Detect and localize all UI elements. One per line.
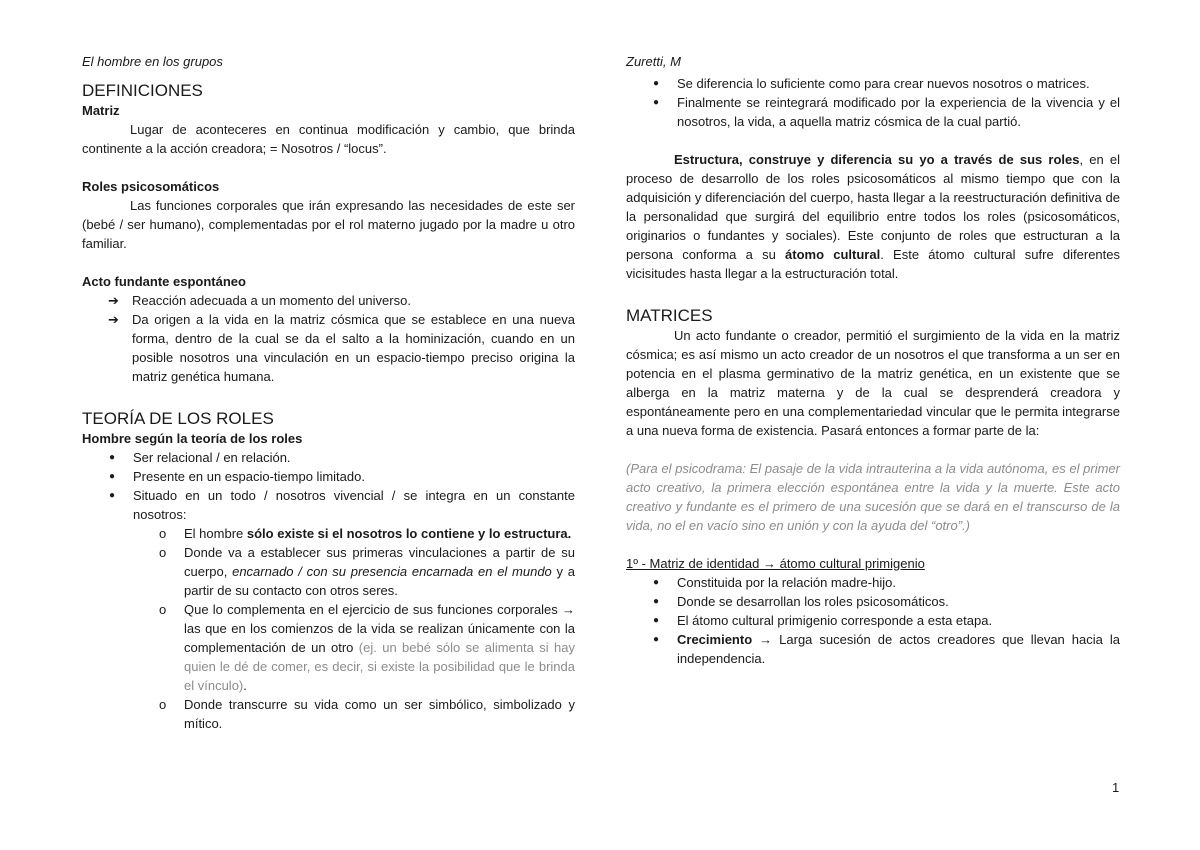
filled-bullet-icon: ●: [653, 615, 660, 626]
list-item: ● Se diferencia lo suficiente como para crear nuevos nosotros o matrices.: [653, 76, 1090, 91]
right-column: [626, 52, 1120, 668]
filled-bullet-icon: ●: [653, 78, 660, 89]
estructura-paragraph: Estructura, construye y diferencia su yo a través de sus roles, en el proceso de desarrollo de los roles psicosomáticos al mismo tiempo que con la adquisición y diferenciación del cuerpo, hasta llegar a la reestructuración definitiva de la personalidad que surgirá del equilibrio entre todos los roles (psicosomáticos, originarios o fundantes y sociales). Este conjunto de roles que estructuran a la persona conforma a su átomo cultural. Este átomo cultural sufre diferentes vicisitudes hasta llegar a la estructuración total.: [626, 152, 1121, 281]
hombre-title: Hombre según la teoría de los roles: [82, 431, 303, 446]
list-item: ● Finalmente se reintegrará modificado por la experiencia de la vivencia y el nosotros, la vida, a aquella matriz cósmica de la cual partió.: [653, 95, 1120, 129]
filled-bullet-icon: ●: [109, 471, 116, 482]
page-number: 1: [1112, 780, 1120, 795]
filled-bullet-icon: ●: [653, 634, 660, 645]
nosotros-sublist: [82, 524, 575, 733]
acto-fundante-list: [82, 291, 575, 386]
hollow-circle-icon: o: [159, 602, 167, 617]
identidad-list: [626, 573, 1120, 668]
arrow-right-icon: ➔: [108, 312, 119, 327]
list-item: o Donde transcurre su vida como un ser simbólico, simbolizado y mítico.: [159, 697, 575, 731]
acto-fundante-title: Acto fundante espontáneo: [82, 274, 246, 289]
list-item: ● Crecimiento → Larga sucesión de actos creadores que llevan hacia la independencia.: [653, 632, 1120, 666]
matrices-paragraph: Un acto fundante o creador, permitió el surgimiento de la vida en la matriz cósmica; es así mismo un acto creador de un nosotros el que transforma a un ser en potencia en el plasma germinativo de la matriz genética, en un existente que se alberga en la matriz materna y de la cual se desprenderá creadora y espontáneamente pero en una complementariedad vincular que le permita integrarse a una nueva forma de existencia. Pasará entonces a formar parte de la:: [626, 328, 1120, 438]
teoria-roles-heading: TEORÍA DE LOS ROLES: [82, 409, 274, 428]
list-item: ● Presente en un espacio-tiempo limitado.: [109, 469, 365, 484]
hollow-circle-icon: o: [159, 526, 167, 541]
definiciones-heading: DEFINICIONES: [82, 81, 203, 100]
hombre-list: [82, 448, 575, 524]
matrices-heading: MATRICES: [626, 306, 713, 325]
list-item: ➔ Reacción adecuada a un momento del universo.: [108, 293, 411, 308]
list-item: ● Donde se desarrollan los roles psicosomáticos.: [653, 594, 949, 609]
matriz-text: Lugar de aconteceres en continua modificación y cambio, que brinda continente a la acción creadora; = Nosotros / “locus”.: [82, 122, 575, 156]
list-item: ● Constituida por la relación madre-hijo.: [653, 575, 896, 590]
filled-bullet-icon: ●: [109, 452, 116, 463]
matriz-identidad-title: 1º - Matriz de identidad → átomo cultural primigenio: [626, 556, 925, 571]
list-item: o Que lo complementa en el ejercicio de sus funciones corporales → las que en los comienzos de la vida se realizan únicamente con la complementación de un otro (ej. un bebé sólo se alimenta si hay quien le dé de comer, es decir, si existe la posibilidad que le brinda el vínculo).: [159, 602, 575, 693]
list-item: o El hombre sólo existe si el nosotros lo contiene y lo estructura.: [159, 526, 572, 541]
list-item: ● Ser relacional / en relación.: [109, 450, 291, 465]
header-left: El hombre en los grupos: [82, 54, 223, 69]
arrow-right-icon: ➔: [108, 293, 119, 308]
list-item: ● Situado en un todo / nosotros vivencial / se integra en un constante nosotros:: [109, 488, 575, 522]
left-column: [82, 52, 575, 733]
matriz-title: Matriz: [82, 103, 120, 118]
hollow-circle-icon: o: [159, 697, 167, 712]
list-item: ● El átomo cultural primigenio corresponde a esta etapa.: [653, 613, 993, 628]
roles-psico-text: Las funciones corporales que irán expresando las necesidades de este ser (bebé / ser humano), complementadas por el rol materno jugado por la madre u otro familiar.: [82, 198, 575, 251]
filled-bullet-icon: ●: [653, 596, 660, 607]
roles-psico-title: Roles psicosomáticos: [82, 179, 220, 194]
hollow-circle-icon: o: [159, 545, 167, 560]
filled-bullet-icon: ●: [653, 97, 660, 108]
filled-bullet-icon: ●: [653, 577, 660, 588]
list-item: o Donde va a establecer sus primeras vinculaciones a partir de su cuerpo, encarnado / con su presencia encarnada en el mundo y a partir de su contacto con otros seres.: [159, 545, 575, 598]
psicodrama-note: (Para el psicodrama: El pasaje de la vida intrauterina a la vida autónoma, es el primer acto creativo, la primera elección espontánea entre la vida y la muerte. Este acto creativo y fundante es el primero de una sucesión que se dará en el transcurso de la vida, no el en vacío sino en unión y con la ayuda del “otro”.): [626, 461, 1120, 533]
filled-bullet-icon: ●: [109, 490, 116, 501]
diferencia-list: [626, 74, 1120, 131]
list-item: ➔ Da origen a la vida en la matriz cósmica que se establece en una nueva forma, dentro de la cual se da el salto a la hominización, cuando en un posible nosotros una vinculación en un espacio-tiempo preciso origina la matriz genética humana.: [108, 312, 575, 384]
header-right: Zuretti, M: [626, 54, 681, 69]
